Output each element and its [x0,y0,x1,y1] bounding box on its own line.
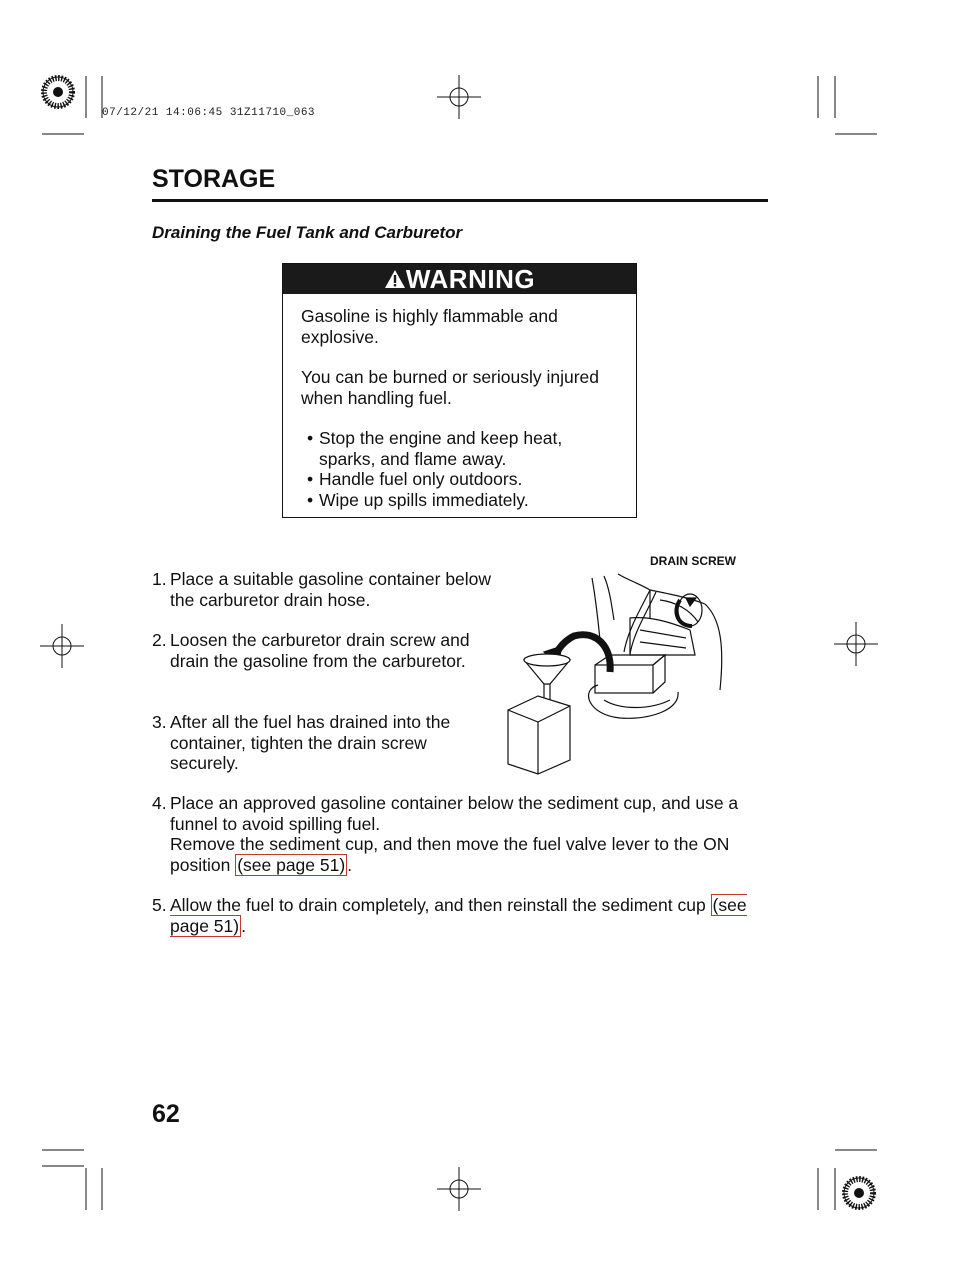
step-number: 4. [152,793,167,813]
step-text: Place a suitable gasoline container below the carburetor drain hose. [170,569,492,610]
step-text-part: Allow the fuel to drain completely, and then reinstall the sediment cup [170,895,711,915]
step-text [170,793,768,875]
step-text: Loosen the carburetor drain screw and drain the gasoline from the carburetor. [170,630,470,671]
carburetor-drain-illustration [500,560,730,780]
step-number: 3. [152,712,167,732]
warning-bullet: • Handle fuel only outdoors. [301,469,621,490]
warning-bullet-list [301,428,621,510]
step-text-part: . [241,915,246,936]
step-text [170,895,768,936]
warning-body [301,306,621,510]
step-item [152,793,768,875]
warning-paragraph: You can be burned or seriously injured when handling fuel. [301,367,600,408]
warning-box [282,263,637,518]
subsection-title: Draining the Fuel Tank and Carburetor [152,223,463,242]
step-text: After all the fuel has drained into the container, tighten the drain screw securely. [170,712,451,773]
step-text-part: Remove the sediment cup, and then move the fuel valve lever to the ON position [170,834,730,875]
step-text-part: Place an approved gasoline container below the sediment cup, and use a funnel to avoid spilling fuel. [170,793,739,834]
step-number: 5. [152,895,167,915]
page-number: 62 [152,1100,180,1128]
warning-paragraph: Gasoline is highly flammable and explosive. [301,306,558,347]
figure-caption: DRAIN SCREW [650,554,736,568]
step-item [152,712,492,774]
step-item [152,895,768,936]
warning-triangle-icon [384,269,406,294]
step-item [152,569,492,610]
step-item [152,630,492,671]
print-stamp: 07/12/21 14:06:45 31Z11710_063 [102,107,316,119]
warning-bullet: • Wipe up spills immediately. [301,490,621,511]
warning-header [283,264,636,294]
see-page-link[interactable]: (see page 51) [170,895,747,936]
section-title: STORAGE [152,165,276,193]
step-number: 1. [152,569,167,589]
title-rule [152,199,768,202]
see-page-link[interactable]: (see page 51) [237,854,346,875]
step-number: 2. [152,630,167,650]
step-text-part: . [347,854,353,875]
warning-title: WARNING [405,264,536,294]
warning-bullet: • Stop the engine and keep heat, sparks, and flame away. [301,428,621,469]
